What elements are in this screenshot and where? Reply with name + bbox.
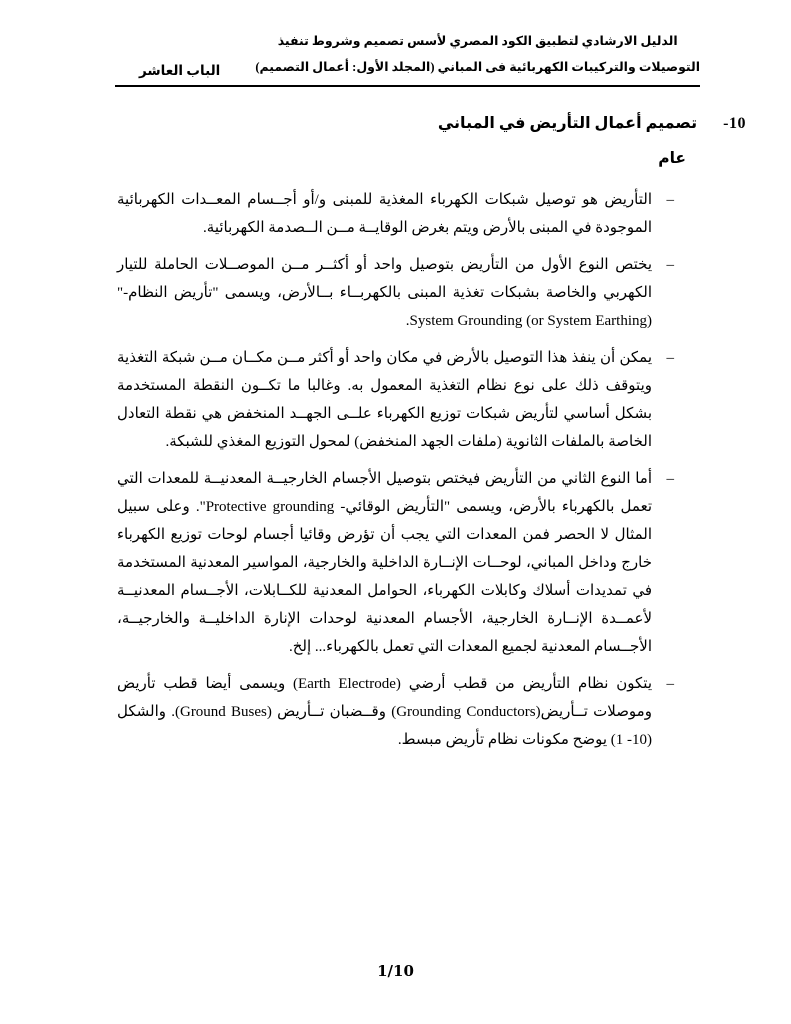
bullet-text: أما النوع الثاني من التأريض فيختص بتوصيل الأجسام الخارجيــة المعدنيــة للمعدات التي تعمل بالكهرباء بالأرض، ويسمى "التأريض الوقائي- Protective grounding". وعلى سبيل المثال لا الحصر فمن المعدات التي يجب أن تؤرض وقائيا أجسام لوحات توزيع الكهرباء خارج وداخل المباني، لوحــات الإنــارة الداخلية والخارجية، المواسير المعدنية المستخدمة في تمديدات أسلاك وكابلات الكهرباء، الحوامل المعدنية للكــابلات، الأجــسام المعدنيــة لأعمــدة الإنــارة الخارجية، الأجسام المعدنية لوحدات الإنارة الداخليــة والخارجيــة، الأجــسام المعدنية لجميع المعدات التي تعمل بالكهرباء... إلخ.	[117, 471, 652, 655]
page-number: 1/10	[377, 962, 414, 980]
header-rule	[115, 28, 700, 87]
header-line-1: الدليل الارشادي لتطبيق الكود المصري لأسس تصميم وشروط تنفيذ	[277, 34, 678, 48]
bullet-item	[115, 670, 674, 754]
bullet-item	[115, 465, 674, 661]
bullet-text: يمكن أن ينفذ هذا التوصيل بالأرض في مكان واحد أو أكثر مــن مكــان مــن شبكة التغذية ويتوقف ذلك على نوع نظام التغذية المعمول به. وغالبا ما تكــون النقطة المستخدمة بشكل أساسي لتأريض شبكات توزيع الكهرباء علــى الجهــد المنخفض هي نقطة التعادل الخاصة بالملفات الثانوية (ملفات الجهد المنخفض) لمحول التوزيع المغذي للشبكة.	[117, 350, 652, 450]
bullet-item	[115, 251, 674, 335]
page-body	[115, 113, 746, 754]
bullet-list	[115, 186, 674, 754]
section-title	[115, 113, 746, 133]
section-title-text: تصميم أعمال التأريض في المباني	[437, 115, 698, 132]
subheading-general: عام	[658, 150, 686, 167]
bullet-item	[115, 344, 674, 456]
header-line-2: التوصيلات والتركيبات الكهربائية فى المباني (المجلد الأول: أعمال التصميم)	[255, 60, 700, 74]
bullet-text: يختص النوع الأول من التأريض بتوصيل واحد أو أكثــر مــن الموصــلات الحاملة للتيار الكهربي والخاصة بشبكات تغذية المبنى بالكهربــاء بــالأرض، ويسمى "تأريض النظام-" System Grounding (or System Earthing).	[117, 257, 652, 329]
bullet-dash-icon: –	[666, 257, 674, 273]
bullet-text: يتكون نظام التأريض من قطب أرضي (Earth Electrode) ويسمى أيضا قطب تأريض وموصلات تــأريض(Grounding Conductors) وقــضبان تــأريض (Ground Buses). والشكل (10- 1) يوضح مكونات نظام تأريض مبسط.	[117, 676, 652, 748]
bullet-dash-icon: –	[666, 350, 674, 366]
document-title-block	[255, 28, 700, 80]
bullet-dash-icon: –	[666, 192, 674, 208]
bullet-item	[115, 186, 674, 242]
bullet-text: التأريض هو توصيل شبكات الكهرباء المغذية للمبنى و/أو أجــسام المعــدات الكهربائية الموجودة في المبنى بالأرض ويتم بغرض الوقايــة مــن الــصدمة الكهربائية.	[117, 192, 652, 236]
bullet-dash-icon: –	[666, 676, 674, 692]
bullet-dash-icon: –	[666, 471, 674, 487]
chapter-label: الباب العاشر	[139, 63, 221, 78]
section-number: 10-	[723, 115, 746, 132]
page-header	[0, 28, 791, 87]
page-footer	[0, 962, 791, 980]
